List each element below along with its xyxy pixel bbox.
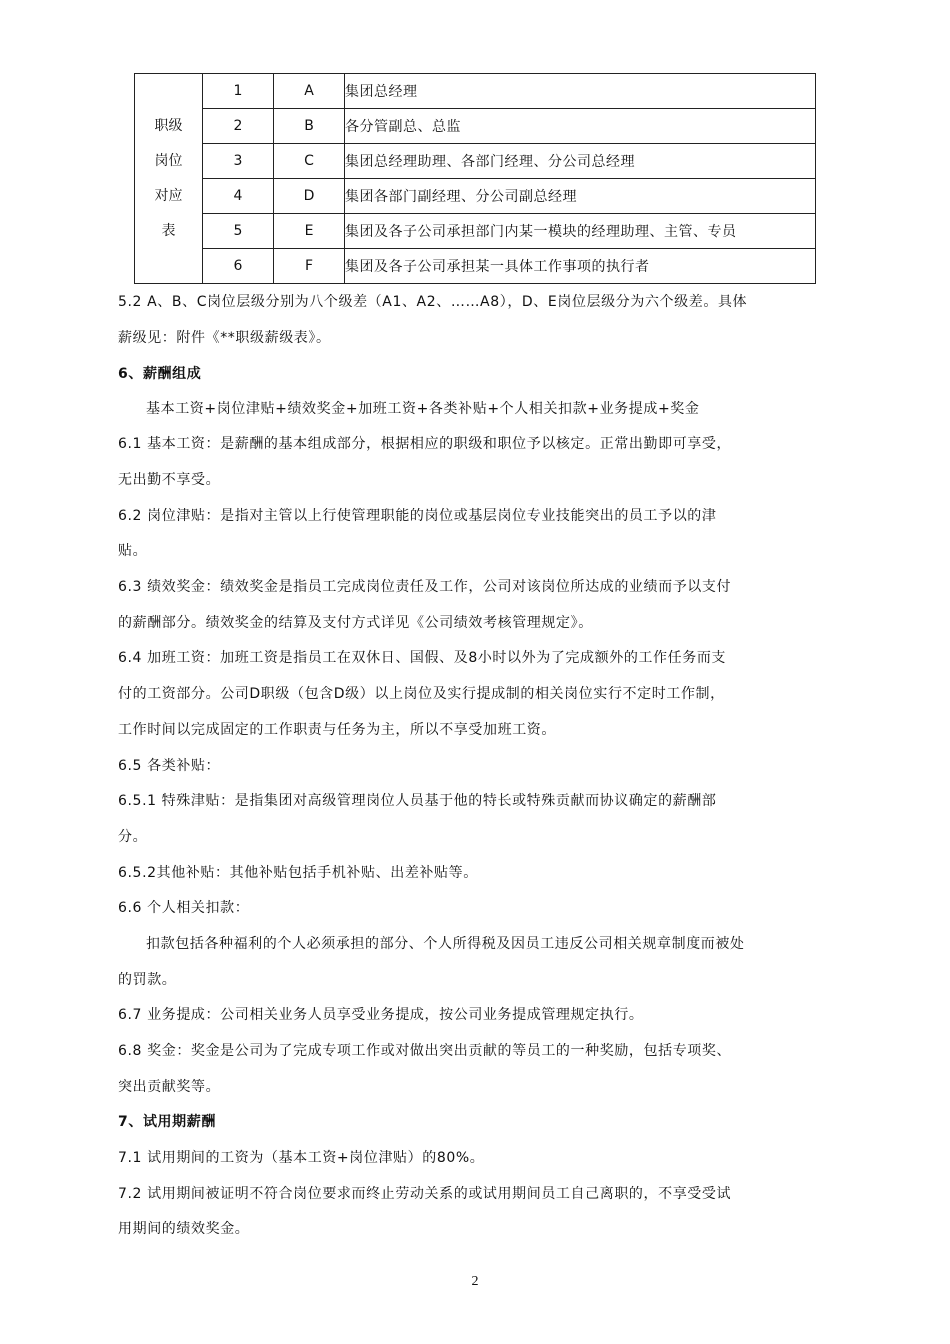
- section-6-5-2: 6.5.2其他补贴：其他补贴包括手机补贴、出差补贴等。: [118, 865, 478, 881]
- table-cell-num: 1: [203, 74, 274, 109]
- section-6-2-line-1: 6.2 岗位津贴：是指对主管以上行使管理职能的岗位或基层岗位专业技能突出的员工予以的津: [118, 508, 717, 524]
- section-6-5: 6.5 各类补贴：: [118, 758, 221, 774]
- section-6-4-line-2: 付的工资部分。公司D职级（包含D级）以上岗位及实行提成制的相关岗位实行不定时工作制，: [118, 686, 725, 702]
- section-6-8-line-1: 6.8 奖金：奖金是公司为了完成专项工作或对做出突出贡献的等员工的一种奖励，包括专项奖、: [118, 1043, 732, 1059]
- section-6-3-line-2: 的薪酬部分。绩效奖金的结算及支付方式详见《公司绩效考核管理规定》。: [118, 615, 593, 631]
- table-cell-desc: 各分管副总、总监: [345, 109, 816, 144]
- section-6-6-body-line-2: 的罚款。: [118, 972, 177, 988]
- salary-formula: 基本工资+岗位津贴+绩效奖金+加班工资+各类补贴+个人相关扣款+业务提成+奖金: [146, 401, 700, 417]
- table-cell-num: 5: [203, 214, 274, 249]
- section-6-1-line-1: 6.1 基本工资：是薪酬的基本组成部分，根据相应的职级和职位予以核定。正常出勤即可享受，: [118, 436, 732, 452]
- section-5-2-line-1: 5.2 A、B、C岗位层级分别为八个级差（A1、A2、……A8），D、E岗位层级分为六个级差。具体: [118, 294, 748, 310]
- section-6-6-body-line-1: 扣款包括各种福利的个人必须承担的部分、个人所得税及因员工违反公司相关规章制度而被处: [146, 936, 745, 952]
- table-cell-desc: 集团及各子公司承担某一具体工作事项的执行者: [345, 249, 816, 284]
- heading-salary-composition: 6、薪酬组成: [118, 366, 202, 382]
- heading-probation-salary: 7、试用期薪酬: [118, 1114, 216, 1130]
- section-6-3-line-1: 6.3 绩效奖金：绩效奖金是指员工完成岗位责任及工作，公司对该岗位所达成的业绩而予以支付: [118, 579, 732, 595]
- page-number: 2: [471, 1274, 479, 1289]
- section-7-1: 7.1 试用期间的工资为（基本工资+岗位津贴）的80%。: [118, 1150, 485, 1166]
- section-6-4-line-3: 工作时间以完成固定的工作职责与任务为主，所以不享受加班工资。: [118, 722, 556, 738]
- table-row: [135, 74, 816, 109]
- section-6-5-1-line-1: 6.5.1 特殊津贴：是指集团对高级管理岗位人员基于他的特长或特殊贡献而协议确定的薪酬部: [118, 793, 717, 809]
- table-cell-code: B: [274, 109, 345, 144]
- grade-position-table: [134, 73, 816, 284]
- table-cell-desc: 集团总经理: [345, 74, 816, 109]
- table-cell-desc: 集团各部门副经理、分公司副总经理: [345, 179, 816, 214]
- section-6-8-line-2: 突出贡献奖等。: [118, 1079, 221, 1095]
- table-cell-code: E: [274, 214, 345, 249]
- table-cell-num: 3: [203, 144, 274, 179]
- section-7-2-line-2: 用期间的绩效奖金。: [118, 1221, 250, 1237]
- table-cell-desc: 集团总经理助理、各部门经理、分公司总经理: [345, 144, 816, 179]
- table-cell-code: D: [274, 179, 345, 214]
- table-row: [135, 144, 816, 179]
- table-merged-label: 职级 岗位 对应 表: [135, 74, 203, 284]
- table-cell-num: 2: [203, 109, 274, 144]
- table-row: [135, 179, 816, 214]
- section-6-6: 6.6 个人相关扣款：: [118, 900, 250, 916]
- table-cell-num: 6: [203, 249, 274, 284]
- section-6-7: 6.7 业务提成：公司相关业务人员享受业务提成，按公司业务提成管理规定执行。: [118, 1007, 644, 1023]
- section-7-2-line-1: 7.2 试用期间被证明不符合岗位要求而终止劳动关系的或试用期间员工自己离职的，不享受受试: [118, 1186, 732, 1202]
- table-cell-code: A: [274, 74, 345, 109]
- section-6-4-line-1: 6.4 加班工资：加班工资是指员工在双休日、国假、及8小时以外为了完成额外的工作任务而支: [118, 650, 727, 666]
- table-cell-code: F: [274, 249, 345, 284]
- table-row: [135, 214, 816, 249]
- table-cell-desc: 集团及各子公司承担部门内某一模块的经理助理、主管、专员: [345, 214, 816, 249]
- section-6-2-line-2: 贴。: [118, 543, 148, 559]
- table-row: [135, 109, 816, 144]
- table-row: [135, 249, 816, 284]
- section-5-2-line-2: 薪级见：附件《**职级薪级表》。: [118, 330, 331, 346]
- table-cell-num: 4: [203, 179, 274, 214]
- section-6-5-1-line-2: 分。: [118, 829, 148, 845]
- section-6-1-line-2: 无出勤不享受。: [118, 472, 221, 488]
- table-cell-code: C: [274, 144, 345, 179]
